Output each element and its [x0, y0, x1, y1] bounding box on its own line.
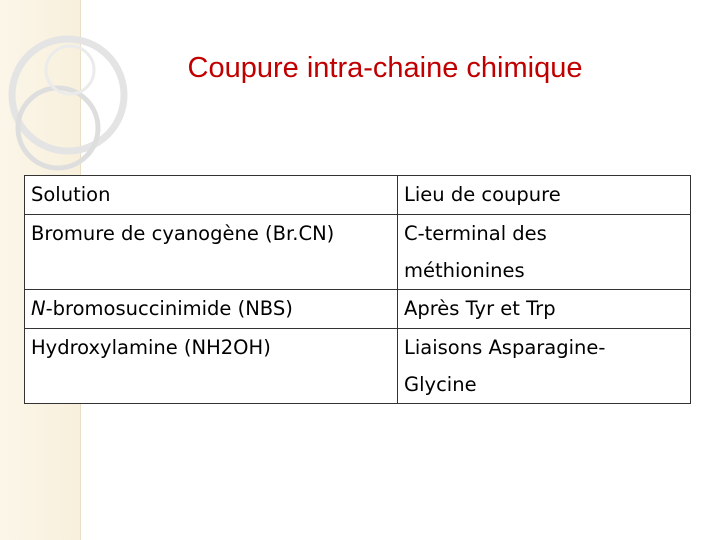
- cell-cleavage-site: [398, 329, 691, 404]
- cell-solution: [25, 290, 398, 329]
- table-header-row: [25, 176, 691, 215]
- decorative-rings: [0, 0, 200, 200]
- cell-line: C-terminal des: [404, 222, 547, 245]
- cleavage-table: [24, 175, 691, 404]
- header-cleavage-site: Lieu de coupure: [398, 176, 691, 215]
- table-row: [25, 290, 691, 329]
- header-solution: Solution: [25, 176, 398, 215]
- cell-solution: Bromure de cyanogène (Br.CN): [25, 215, 398, 290]
- cell-line: Liaisons Asparagine-: [404, 336, 606, 359]
- table-row: [25, 329, 691, 404]
- cell-cleavage-site: [398, 215, 691, 290]
- decorative-ring-medium: [18, 88, 98, 168]
- italic-prefix: N: [31, 297, 46, 320]
- cell-line: méthionines: [404, 259, 525, 282]
- cell-text: -bromosuccinimide (NBS): [45, 297, 293, 320]
- cell-line: Glycine: [404, 373, 477, 396]
- table-row: [25, 215, 691, 290]
- cell-solution: Hydroxylamine (NH2OH): [25, 329, 398, 404]
- cell-cleavage-site: Après Tyr et Trp: [398, 290, 691, 329]
- slide-title: Coupure intra-chaine chimique: [187, 52, 583, 84]
